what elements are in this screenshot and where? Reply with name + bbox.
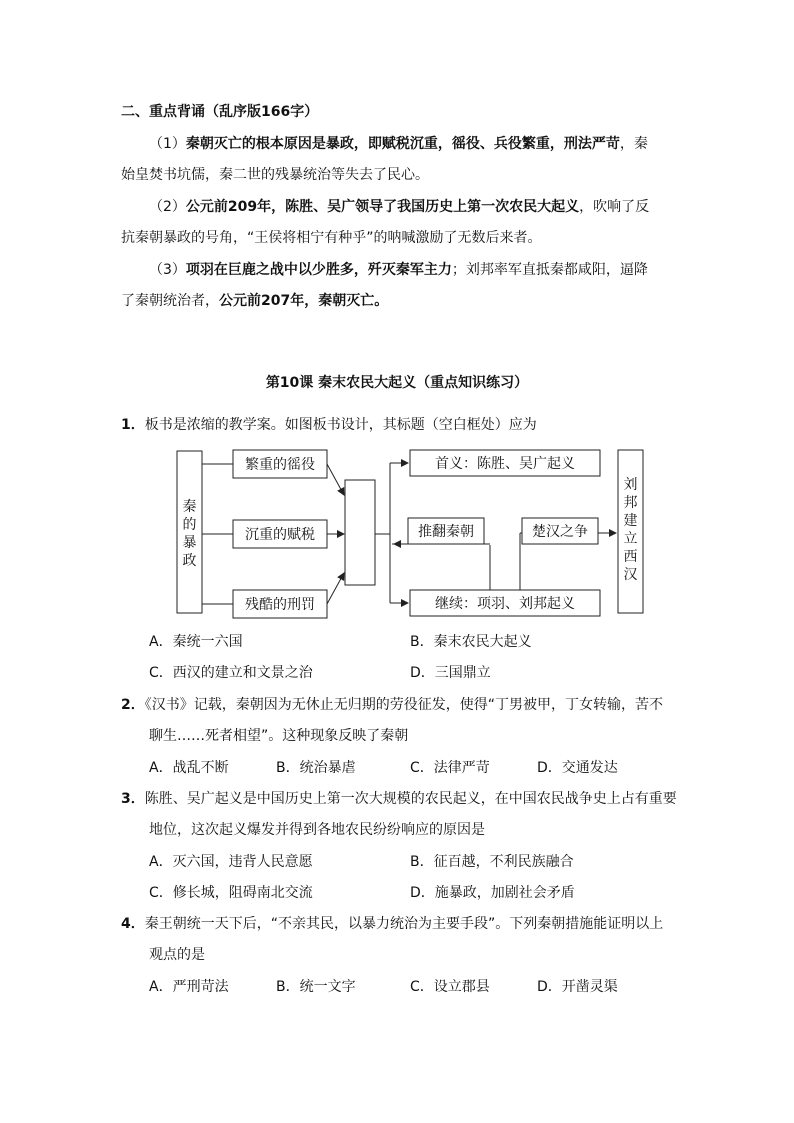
first-uprising-label: 首义：陈胜、吴广起义 (435, 456, 575, 472)
recite-item-2 (149, 197, 649, 217)
recite-item-3 (149, 260, 648, 280)
question-stem: 秦王朝统一天下后，“不亲其民，以暴力统治为主要手段”。下列秦朝措施能证明以上 (144, 916, 664, 932)
question-number: 2． (121, 697, 145, 713)
option-d[interactable]: D．开凿灵渠 (537, 979, 618, 995)
right-box-char: 邦 (623, 495, 638, 511)
question-stem: 板书是浓缩的教学案。如图板书设计，其标题（空白框处）应为 (144, 417, 537, 433)
question-number: 1． (121, 417, 145, 433)
option-a[interactable]: A．战乱不断 (149, 760, 229, 776)
option-a[interactable]: A．严刑苛法 (149, 979, 229, 995)
right-box-char: 立 (623, 531, 638, 547)
cause-label-1: 繁重的徭役 (245, 457, 315, 473)
option-a[interactable]: A．秦统一六国 (149, 634, 243, 650)
option-b[interactable]: B．征百越，不利民族融合 (410, 854, 574, 870)
option-c[interactable]: C．法律严苛 (410, 760, 490, 776)
question-4 (121, 914, 663, 934)
bold-text: 秦朝灭亡的根本原因是暴政，即赋税沉重，徭役、兵役繁重，刑法严苛 (185, 136, 620, 152)
item-number: （1） (149, 136, 186, 152)
question-number: 4． (121, 916, 145, 932)
overthrow-label: 推翻秦朝 (418, 524, 474, 540)
question-4-cont: 观点的是 (149, 947, 205, 963)
bold-text: 公元前209年，陈胜、吴广领导了我国历史上第一次农民大起义 (185, 199, 580, 215)
option-d[interactable]: D．三国鼎立 (410, 665, 491, 681)
option-b[interactable]: B．秦末农民大起义 (410, 634, 532, 650)
option-c[interactable]: C．设立郡县 (410, 979, 490, 995)
right-box-char: 建 (623, 513, 638, 529)
continue-label: 继续：项羽、刘邦起义 (435, 596, 575, 612)
section-heading: 二、重点背诵（乱序版166字） (121, 104, 319, 120)
item-number: （3） (149, 262, 186, 278)
text: 了秦朝统治者， (121, 293, 219, 309)
question-2-cont: 聊生……死者相望”。这种现象反映了秦朝 (149, 728, 409, 744)
bold-text: 项羽在巨鹿之战中以少胜多，歼灭秦军主力 (185, 262, 452, 278)
cause-label-3: 残酷的刑罚 (245, 597, 315, 613)
option-a[interactable]: A．灭六国，违背人民意愿 (149, 854, 313, 870)
item-number: （2） (149, 199, 186, 215)
question-3-cont: 地位，这次起义爆发并得到各地农民纷纷响应的原因是 (149, 822, 485, 838)
board-diagram (170, 443, 650, 619)
question-1 (121, 415, 537, 435)
option-d[interactable]: D．施暴政，加剧社会矛盾 (410, 885, 575, 901)
right-box-char: 刘 (623, 477, 638, 493)
option-c[interactable]: C．修长城，阻碍南北交流 (149, 885, 313, 901)
chu-han-label: 楚汉之争 (532, 524, 588, 540)
right-box-char: 西 (623, 549, 638, 565)
cause-label-2: 沉重的赋税 (245, 527, 315, 543)
left-box-char: 政 (182, 553, 197, 569)
left-box-label (183, 499, 197, 569)
question-number: 3． (121, 791, 145, 807)
bold-text: 公元前207年，秦朝灭亡。 (219, 293, 389, 309)
right-box-label (624, 477, 638, 583)
option-d[interactable]: D．交通发达 (537, 760, 618, 776)
question-2 (121, 695, 663, 715)
text: ；刘邦率军直抵秦都咸阳，逼降 (451, 262, 648, 278)
right-box-char: 汉 (623, 567, 638, 583)
option-c[interactable]: C．西汉的建立和文景之治 (149, 665, 313, 681)
question-stem: 陈胜、吴广起义是中国历史上第一次大规模的农民起义，在中国农民战争史上占有重要 (144, 791, 677, 807)
left-box-char: 的 (182, 517, 197, 533)
question-3 (121, 789, 677, 809)
recite-item-3-cont (121, 291, 388, 311)
option-b[interactable]: B．统治暴虐 (276, 760, 356, 776)
question-stem: 《汉书》记载，秦朝因为无休止无归期的劳役征发，使得“丁男被甲，丁女转输，苦不 (144, 697, 664, 713)
option-b[interactable]: B．统一文字 (276, 979, 356, 995)
recite-item-2-cont: 抗秦朝暴政的号角，“王侯将相宁有种乎”的呐喊激励了无数后来者。 (121, 230, 542, 246)
left-box-char: 秦 (182, 499, 197, 515)
recite-item-1-cont: 始皇焚书坑儒，秦二世的残暴统治等失去了民心。 (121, 167, 429, 183)
lesson-title: 第10课 秦末农民大起义（重点知识练习） (265, 375, 529, 391)
text: ，秦 (619, 136, 648, 152)
recite-item-1 (149, 134, 648, 154)
left-box-char: 暴 (182, 535, 197, 551)
text: ，吹响了反 (579, 199, 650, 215)
